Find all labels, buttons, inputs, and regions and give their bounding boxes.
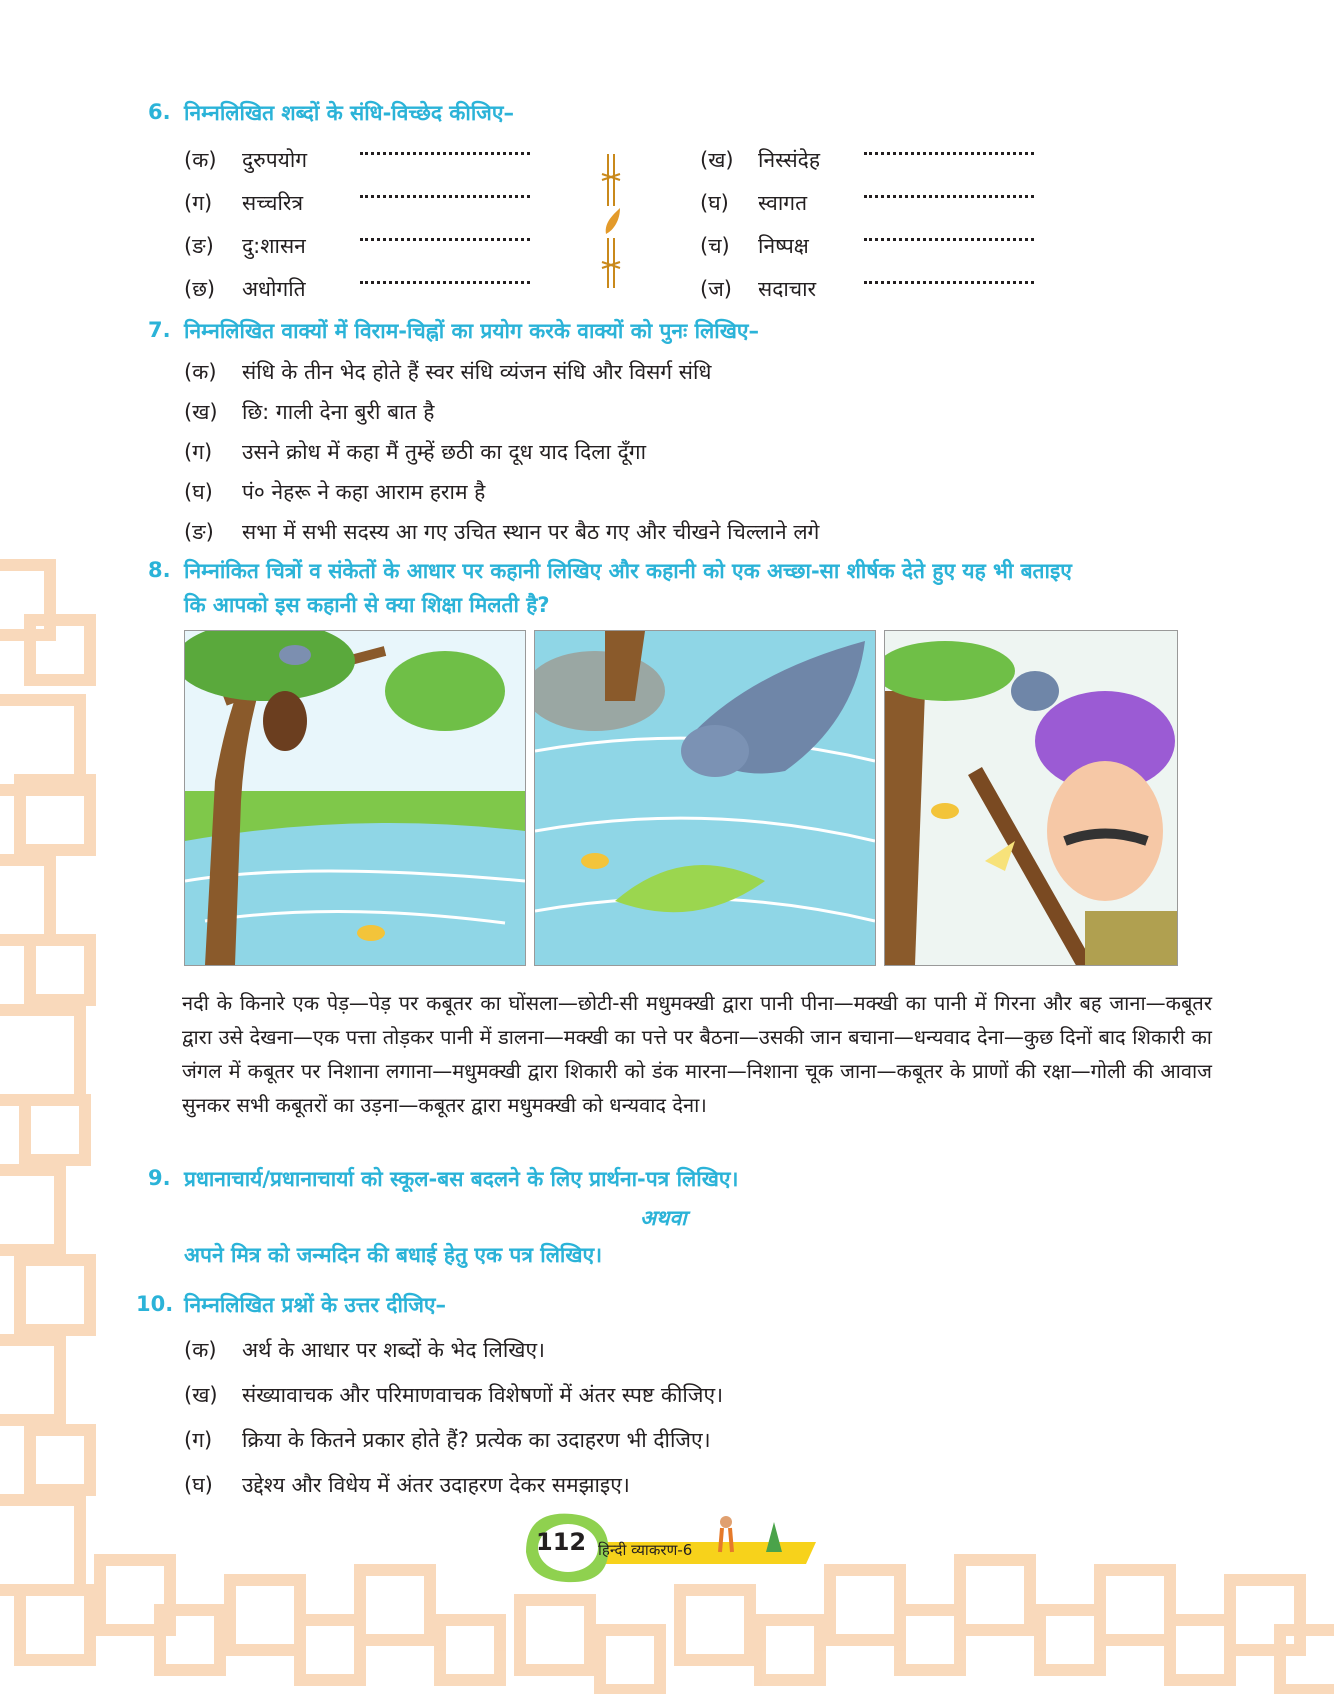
q7-item: (ख) छि: गाली देना बुरी बात है: [184, 400, 435, 424]
q10-item: (क) अर्थ के आधार पर शब्दों के भेद लिखिए।: [184, 1338, 546, 1362]
q7-item: (क) संधि के तीन भेद होते हैं स्वर संधि व्यंजन संधि और विसर्ग संधि: [184, 360, 712, 384]
answer-blank: [864, 238, 1034, 241]
q7-item: (ग) उसने क्रोध में कहा मैं तुम्हें छठी का दूध याद दिला दूँगा: [184, 440, 647, 464]
q7-item: (ङ) सभा में सभी सदस्य आ गए उचित स्थान पर बैठ गए और चीखने चिल्लाने लगे: [184, 520, 820, 544]
page-number: 112: [536, 1528, 587, 1556]
q7-item: (घ) पं० नेहरू ने कहा आराम हराम है: [184, 480, 486, 504]
question-8-text-line1: निम्नांकित चित्रों व संकेतों के आधार पर कहानी लिखिए और कहानी को एक अच्छा-सा शीर्षक देते हुए यह भी बताइए: [184, 559, 1072, 583]
q10-item: (ग) क्रिया के कितने प्रकार होते हैं? प्रत्येक का उदाहरण भी दीजिए।: [184, 1428, 711, 1452]
q6-item-ga: (ग) सच्चरित्र: [184, 191, 304, 215]
answer-blank: [360, 281, 530, 284]
answer-blank: [360, 238, 530, 241]
book-title: हिन्दी व्याकरण-6: [598, 1541, 693, 1559]
q10-item: (घ) उद्देश्य और विधेय में अंतर उदाहरण देकर समझाइए।: [184, 1473, 630, 1497]
answer-blank: [360, 152, 530, 155]
question-9-text: प्रधानाचार्य/प्रधानाचार्या को स्कूल-बस बदलने के लिए प्रार्थना-पत्र लिखिए।: [184, 1167, 739, 1191]
answer-blank: [864, 152, 1034, 155]
answer-blank: [864, 195, 1034, 198]
question-8-text-line2: कि आपको इस कहानी से क्या शिक्षा मिलती है?: [184, 593, 550, 617]
or-separator: अथवा: [640, 1206, 687, 1230]
q6-item-ka: (क) दुरुपयोग: [184, 148, 308, 172]
question-6-number: 6.: [148, 100, 171, 124]
answer-blank: [864, 281, 1034, 284]
story-picture-pigeon-leaf: [534, 630, 876, 966]
question-8-number: 8.: [148, 558, 171, 582]
question-7-text: निम्नलिखित वाक्यों में विराम-चिह्नों का प्रयोग करके वाक्यों को पुनः लिखिए–: [184, 319, 759, 343]
q6-item-gha: (घ) स्वागत: [700, 191, 808, 215]
question-10-text: निम्नलिखित प्रश्नों के उत्तर दीजिए–: [184, 1293, 447, 1317]
ornamental-divider-icon: [596, 150, 626, 292]
q6-item-kha: (ख) निस्संदेह: [700, 148, 820, 172]
q10-item: (ख) संख्यावाचक और परिमाणवाचक विशेषणों में अंतर स्पष्ट कीजिए।: [184, 1383, 724, 1407]
story-picture-tree-nest: [184, 630, 526, 966]
q6-item-nga: (ङ) दु:शासन: [184, 234, 306, 258]
q6-item-cha: (च) निष्पक्ष: [700, 234, 809, 258]
question-9-number: 9.: [148, 1166, 171, 1190]
question-6-text: निम्नलिखित शब्दों के संधि-विच्छेद कीजिए–: [184, 101, 515, 125]
question-9-alt-text: अपने मित्र को जन्मदिन की बधाई हेतु एक पत्र लिखिए।: [184, 1243, 603, 1267]
question-7-number: 7.: [148, 318, 171, 342]
q6-item-chha: (छ) अधोगति: [184, 277, 306, 301]
story-hints: नदी के किनारे एक पेड़—पेड़ पर कबूतर का घोंसला—छोटी-सी मधुमक्खी द्वारा पानी पीना—मक्खी का पानी में गिरना और बह जाना—कबूतर द्वारा उसे देखना—एक पत्ता तोड़कर पानी में डालना—मक्खी का पत्ते पर बैठना—उसकी जान बचाना—धन्यवाद देना—कुछ दिनों बाद शिकारी का जंगल में कबूतर पर निशाना लगाना—मधुमक्खी द्वारा शिकारी को डंक मारना—निशाना चूक जाना—कबूतर के प्राणों की रक्षा—गोली की आवाज सुनकर सभी कबूतरों का उड़ना—कबूतर द्वारा मधुमक्खी को धन्यवाद देना।: [182, 991, 1212, 1117]
answer-blank: [360, 195, 530, 198]
story-picture-hunter: [884, 630, 1178, 966]
q6-item-ja: (ज) सदाचार: [700, 277, 817, 301]
question-10-number: 10.: [136, 1292, 174, 1316]
